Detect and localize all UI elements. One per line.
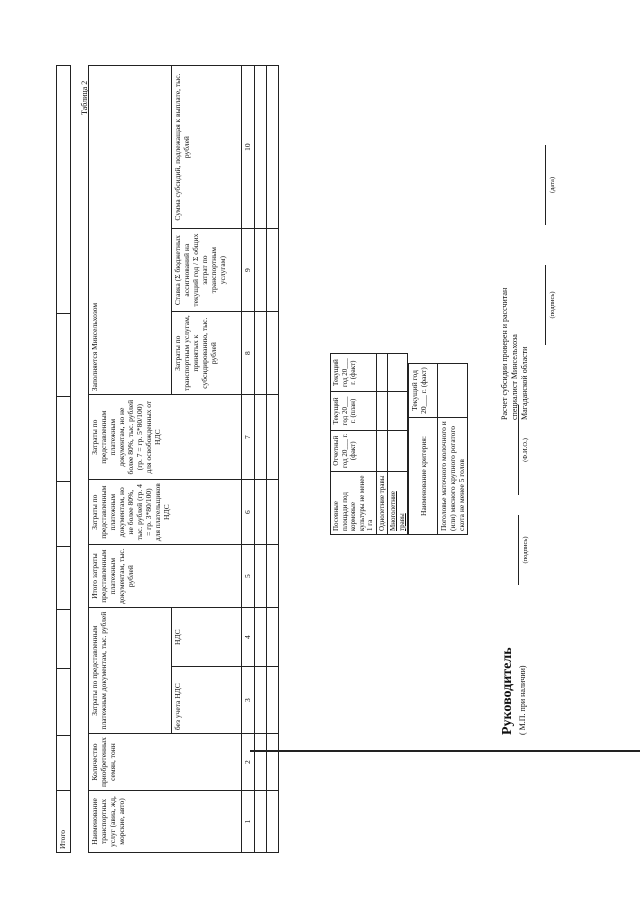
specialist-signature-line [545, 265, 546, 345]
table-cell [267, 545, 279, 608]
check-line-3: Магаданской области [520, 346, 529, 420]
header-vat: НДС [172, 608, 242, 667]
table-cell [267, 791, 279, 853]
table-cell [267, 229, 279, 312]
areas-header-current-fact: Текущий год 20___ г. (факт) [331, 354, 377, 392]
table-cell [255, 66, 267, 229]
itogo-label: Итого [57, 791, 71, 853]
areas-header-crops: Посевные площади под кормовые культуры не менее 1 га [331, 472, 377, 535]
col-number: 4 [242, 608, 255, 667]
itogo-cell [57, 482, 71, 547]
col-number: 8 [242, 312, 255, 395]
table-cell [267, 734, 279, 791]
header-transport-services: Наименование транспортных услуг (авиа, жд, морские, авто) [89, 791, 242, 853]
header-payment-docs: Затраты по представленным платежным документам, тыс. рублей [89, 608, 172, 734]
header-total-costs: Итого затраты представленным платежным документам, тыс. рублей [89, 545, 242, 608]
table-cell [267, 395, 279, 480]
col-number: 10 [242, 66, 255, 229]
col-number: 7 [242, 395, 255, 480]
col-number: 9 [242, 229, 255, 312]
sown-areas-table [330, 353, 408, 535]
criteria-label-cattle: Поголовье маточного молочного и (или) мясного крупного рогатого скота не менее 5 голов [438, 418, 468, 535]
criteria-header-fact: Текущий год 20___ г. (факт) [409, 364, 438, 418]
table-cell [376, 430, 388, 471]
itogo-cell [57, 397, 71, 482]
table-cell [376, 354, 388, 392]
signature-caption: (подпись) [522, 536, 529, 564]
areas-header-report-fact: Отчетный год 20___ г. (факт) [331, 430, 377, 471]
table-cell [376, 392, 388, 430]
date-line [545, 145, 546, 225]
subsidy-table [88, 65, 279, 853]
table-caption: Таблица 2 [80, 80, 89, 115]
header-costs-vat-exempt: Затраты по представленным платежным документам, но не более 80%, тыс. рублей (гр. 7 = гр. 5*80/100) для освобожденных от НДС [89, 395, 242, 480]
header-accepted-costs: Затраты по транспортным услугам, принятых к субсидированию, тыс. рублей [172, 312, 242, 395]
itogo-cell [57, 669, 71, 736]
criteria-header-name: Наименование критерия: [409, 418, 438, 535]
itogo-cell [57, 314, 71, 397]
col-number: 5 [242, 545, 255, 608]
areas-header-current-plan: Текущий год 20___ г. (план) [331, 392, 377, 430]
table-cell [255, 395, 267, 480]
table-cell [267, 312, 279, 395]
itogo-cell [57, 547, 71, 610]
areas-label-perennial: Многолетние травы [388, 472, 408, 535]
itogo-row [57, 66, 71, 853]
table-cell [388, 392, 408, 430]
check-line-1: Расчет субсидии проверен и рассчитан [500, 287, 509, 420]
name-caption: (Ф.И.О.) [522, 438, 529, 462]
itogo-cell [57, 66, 71, 314]
header-rate: Ставка (Σ бюджетных ассигнований на текущий год / Σ общих затрат по транспортным услугам) [172, 229, 242, 312]
table-cell [438, 364, 468, 418]
criteria-table [408, 363, 468, 535]
table-cell [255, 229, 267, 312]
areas-label-annual: Однолетние травы [376, 472, 388, 535]
areas-row-annual [376, 354, 388, 535]
seal-note: ( М.П. при наличии) [518, 665, 527, 735]
header-costs-vat-payers: Затраты по представленным платежным документам, но не более 80%, тыс. рублей (гр. 4 = гр. 3*80/100) для плательщиков НДС [89, 480, 242, 545]
signature-line [518, 515, 519, 585]
table-cell [255, 667, 267, 734]
signature-head-title: Руководитель [500, 647, 515, 735]
check-line-2: специалист Минсельхоза [510, 334, 519, 420]
criteria-header-row [409, 364, 438, 535]
table-cell [255, 734, 267, 791]
header-subsidy-sum: Сумма субсидий, подлежащая к выплате, тыс. рублей [172, 66, 242, 229]
col-number: 6 [242, 480, 255, 545]
check-note [500, 288, 530, 420]
itogo-cell [57, 610, 71, 669]
itogo-cell [57, 736, 71, 791]
table-cell [255, 480, 267, 545]
specialist-signature-caption: (подпись) [549, 291, 556, 319]
number-row [242, 66, 255, 853]
header-filled-by-ministry: Заполняется Минсельхозом [89, 66, 172, 395]
header-seeds-quantity: Количество приобретенных семян, тонн [89, 734, 242, 791]
table-cell [388, 354, 408, 392]
table-cell [255, 312, 267, 395]
date-caption: (дата) [549, 176, 556, 194]
table-row [267, 66, 279, 853]
table-cell [255, 608, 267, 667]
table-cell [267, 66, 279, 229]
table-cell [388, 430, 408, 471]
col-number: 3 [242, 667, 255, 734]
table-cell [267, 480, 279, 545]
table-cell [255, 791, 267, 853]
table-cell [267, 667, 279, 734]
table-cell [267, 608, 279, 667]
itogo-table [56, 65, 71, 853]
col-number: 2 [242, 734, 255, 791]
header-without-vat: без учета НДС [172, 667, 242, 734]
header-row-1 [89, 66, 172, 853]
table-cell [255, 545, 267, 608]
criteria-row-cattle [438, 364, 468, 535]
areas-row-perennial [388, 354, 408, 535]
page-divider [250, 750, 640, 752]
areas-header-row [331, 354, 377, 535]
table-row [255, 66, 267, 853]
col-number: 1 [242, 791, 255, 853]
